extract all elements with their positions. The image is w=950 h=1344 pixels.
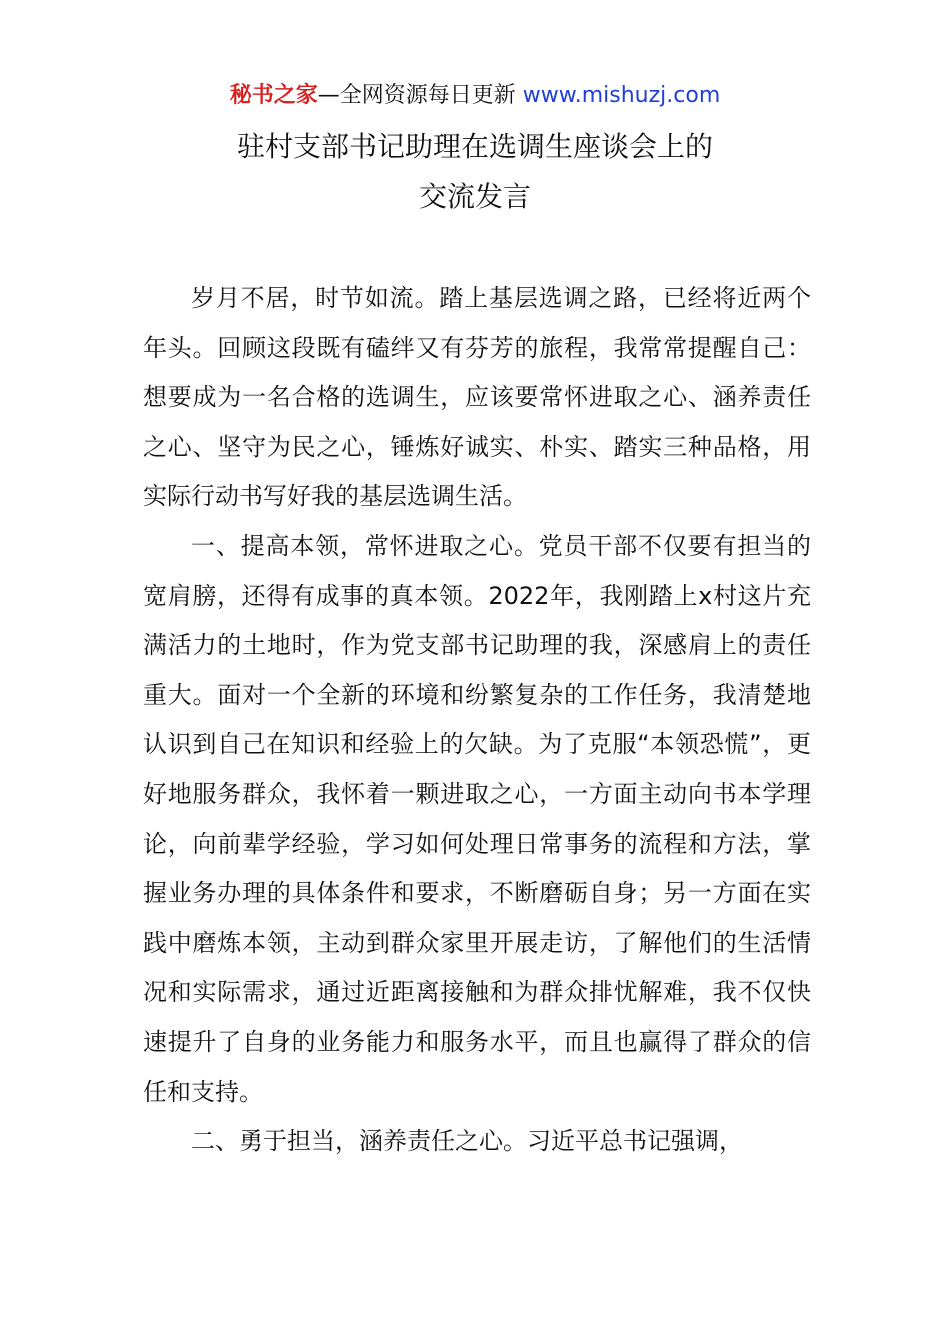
paragraph-section-1: 一、提高本领，常怀进取之心。党员干部不仅要有担当的宽肩膀，还得有成事的真本领。2022年，我刚踏上x村这片充满活力的土地时，作为党支部书记助理的我，深感肩上的责任重大。面对一个全新的环境和纷繁复杂的工作任务，我清楚地认识到自己在知识和经验上的欠缺。为了克服“本领恐慌”，更好地服务群众，我怀着一颗进取之心，一方面主动向书本学理论，向前辈学经验，学习如何处理日常事务的流程和方法，掌握业务办理的具体条件和要求，不断磨砺自身；另一方面在实践中磨炼本领，主动到群众家里开展走访，了解他们的生活情况和实际需求，通过近距离接触和为群众排忧解难，我不仅快速提升了自身的业务能力和服务水平，而且也赢得了群众的信任和支持。 xyxy=(143,531,811,1106)
banner-tagline: —全网资源每日更新 xyxy=(317,83,523,108)
paragraph-section-2: 二、勇于担当，涵养责任之心。习近平总书记强调， xyxy=(191,1127,743,1156)
site-url[interactable]: www.mishuzj.com xyxy=(522,83,721,108)
site-banner xyxy=(0,80,950,112)
document-title-line-2: 交流发言 xyxy=(418,180,531,213)
paragraph-intro: 岁月不居，时节如流。踏上基层选调之路，已经将近两个年头。回顾这段既有磕绊又有芬芳的旅程，我常常提醒自己：想要成为一名合格的选调生，应该要常怀进取之心、涵养责任之心、坚守为民之心，锤炼好诚实、朴实、踏实三种品格，用实际行动书写好我的基层选调生活。 xyxy=(143,284,811,511)
brand-name: 秘书之家 xyxy=(229,83,318,108)
document-title-line-1: 驻村支部书记助理在选调生座谈会上的 xyxy=(236,130,713,163)
document-body xyxy=(143,274,811,1167)
